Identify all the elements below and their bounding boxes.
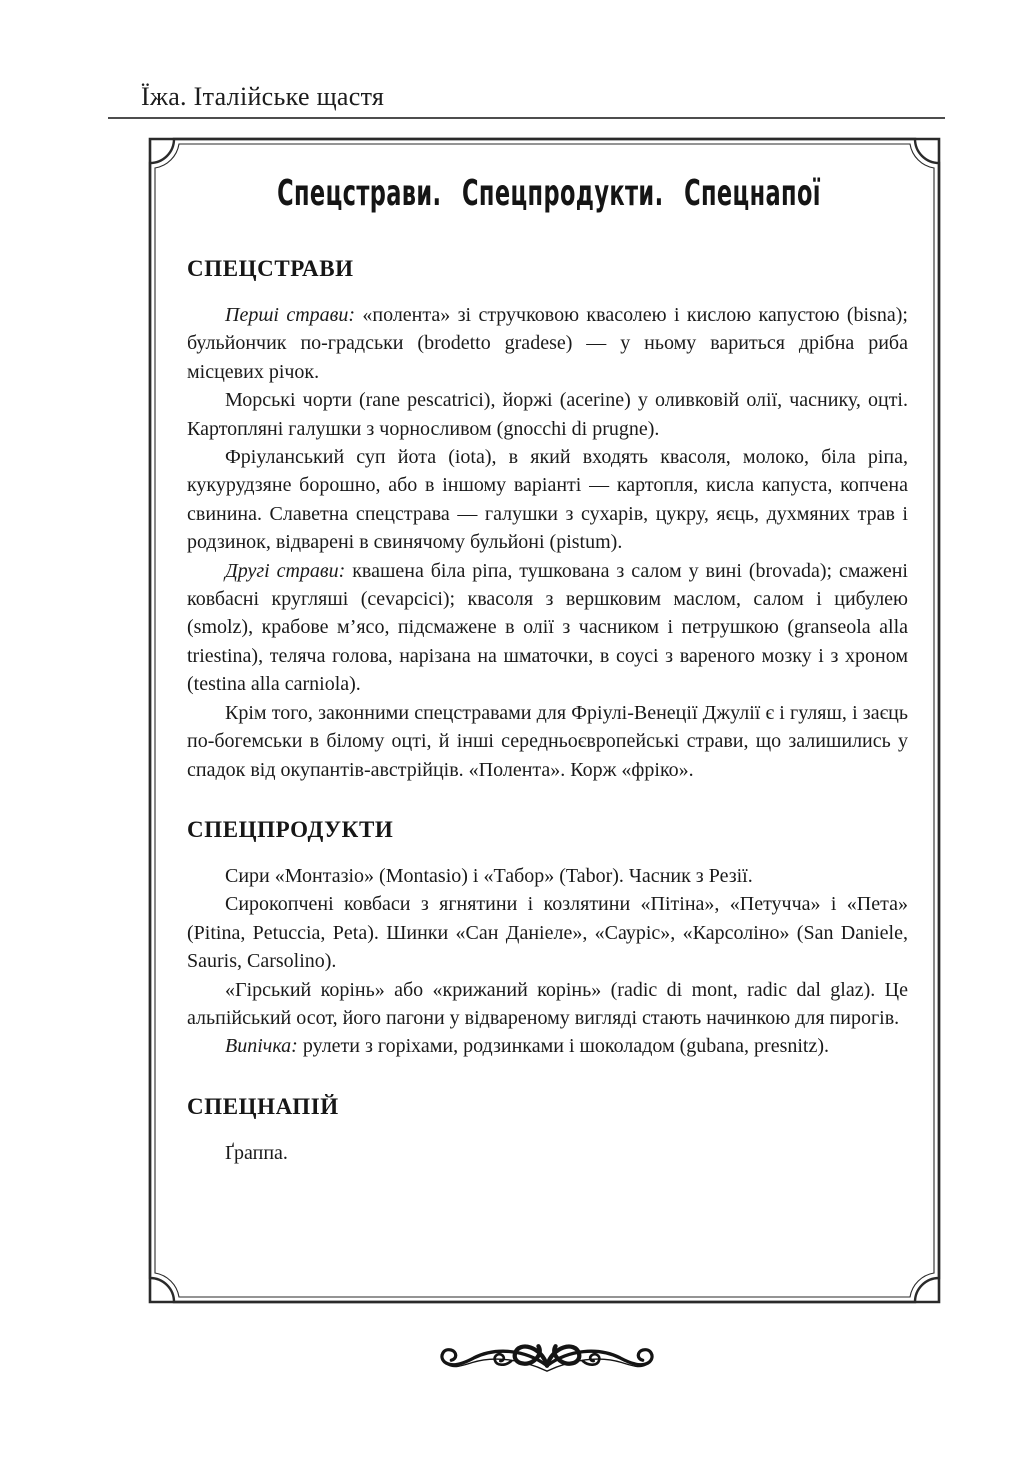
paragraph <box>187 1139 908 1167</box>
paragraph-text: Сирокопчені ковбаси з ягнятини і козлятини «Пітіна», «Петучча» і «Пета» (Pitina, Petuccia, Peta). Шинки «Сан Даніеле», «Сауріс», «Карсоліно» (San Daniele, Sauris, Carsolino). <box>187 893 908 973</box>
section-specprodukty <box>187 817 908 1061</box>
paragraph-text: Сири «Монтазіо» (Montasio) і «Табор» (Tabor). Часник з Резії. <box>225 864 753 887</box>
page-content <box>187 137 908 1167</box>
section-heading: СПЕЦНАПІЙ <box>187 1093 339 1119</box>
paragraph <box>187 301 908 386</box>
paragraph <box>187 1032 908 1060</box>
paragraph <box>187 443 908 557</box>
paragraph <box>187 386 908 443</box>
section-specnapiy <box>187 1094 908 1167</box>
paragraph-text: Морські чорти (rane pescatrici), йоржі (acerine) у оливковій олії, часнику, оцті. Картопляні галушки з чорносливом (gnocchi di prugne). <box>187 389 908 440</box>
paragraph-text: Фріуланський суп йота (iota), в який входять квасоля, молоко, біла ріпа, кукурудзяне борошно, або в іншому варіанті — картопля, кисла капуста, копчена свинина. Славетна спецстрава — галушки з сухарів, цукру, яєць, духмяних трав і родзинок, відварені в свинячому бульйоні (pistum). <box>187 446 908 554</box>
paragraph <box>187 862 908 890</box>
paragraph-lead: Перші страви: <box>225 304 356 326</box>
paragraph-lead: Випічка: <box>225 1035 298 1058</box>
paragraph-text: «полента» зі стручковою квасолею і кислою капустою (bisna); бульйончик по-градськи (brodetto gradese) — у ньому вариться дрібна риба місцевих річок. <box>187 304 908 383</box>
paragraph <box>187 890 908 975</box>
paragraph <box>187 557 908 699</box>
paragraph-text: рулети з горіхами, родзинками і шоколадом (gubana, presnitz). <box>297 1035 830 1058</box>
running-head: Їжа. Італійське щастя <box>141 82 385 111</box>
header-rule <box>108 117 945 119</box>
paragraph-lead: Другі страви: <box>225 559 346 582</box>
page-title: Спецстрави. Спецпродукти. Спецнапої <box>277 172 821 215</box>
paragraph <box>187 976 908 1033</box>
paragraph-text: Крім того, законними спецстравами для Фріулі-Венеції Джулії є і гуляш, і заєць по-богемськи в білому оцті, й інші середньоєвропейські страви, що залишились у спадок від окупантів-австрійців. «Полента». Корж «фріко». <box>187 701 908 781</box>
paragraph <box>187 699 908 784</box>
section-heading: СПЕЦСТРАВИ <box>187 256 354 281</box>
paragraph-text: квашена біла ріпа, тушкована з салом у вині (brovada); смажені ковбасні кругляші (cevapcici); квасоля з вершковим маслом, салом і цибулею (smolz), крабове м’ясо, підсмажене в олії з часником і петрушкою (granseola alla triestina), теляча голова, нарізана на шматочки, в соусі з вареного мозку і з хроном (testina alla carniola). <box>187 559 908 696</box>
paragraph-text: Ґраппа. <box>225 1141 288 1164</box>
flourish-ornament-icon <box>430 1340 664 1382</box>
paragraph-text: «Гірський корінь» або «крижаний корінь» (radic di mont, radic dal glaz). Це альпійський осот, його пагони у відвареному вигляді стають начинкою для пирогів. <box>187 978 908 1029</box>
section-specstravy <box>187 256 908 784</box>
section-heading: СПЕЦПРОДУКТИ <box>187 816 394 842</box>
page-frame <box>148 137 941 1304</box>
